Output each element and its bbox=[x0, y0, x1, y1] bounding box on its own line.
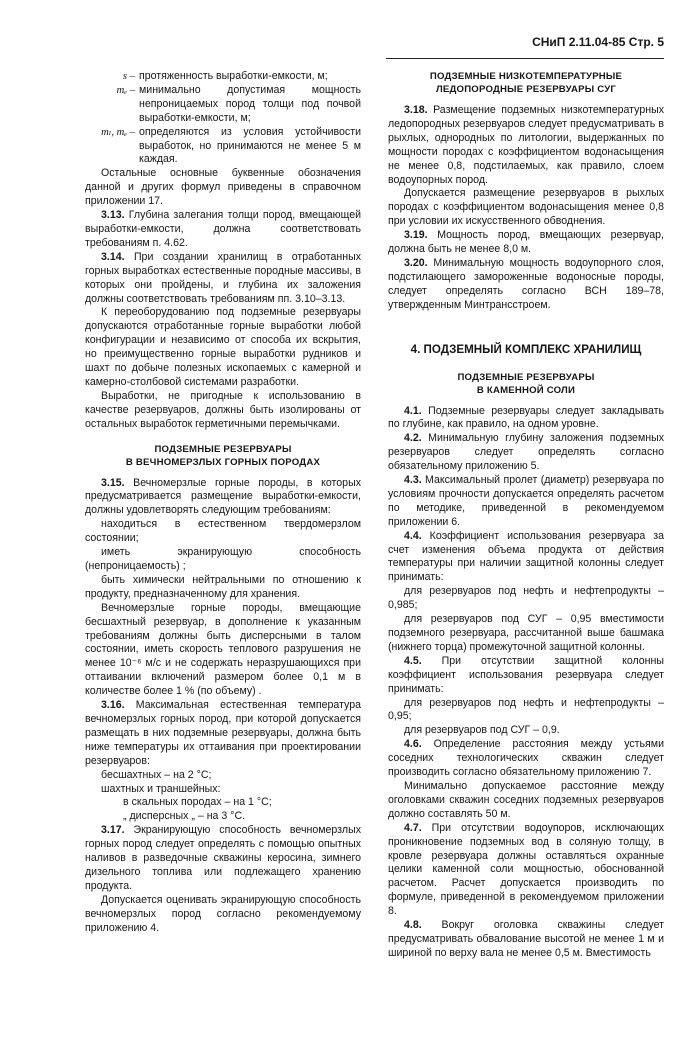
clause-number: 4.1. bbox=[404, 404, 422, 417]
clause-text: Минимальную мощность водоупорного слоя, подстилающего замороженные водоносные породы, следует определять согласно ВСН 189–78, утвержденным Минтрансстроем. bbox=[388, 256, 664, 311]
paragraph-3-19 bbox=[388, 229, 664, 257]
definition-symbol: mₑ – bbox=[116, 84, 135, 96]
paragraph-reequipment: К переоборудованию под подземные резервуары допускаются отработанные горные выработки любой конфигурации и независимо от способа их вскрытия, но преимущественно горные выработки рудников и шахт по добыче полезных ископаемых с камерной и камерно-столбовой системами разработки. bbox=[85, 306, 361, 388]
heading-line: ПОДЗЕМНЫЕ НИЗКОТЕМПЕРАТУРНЫЕ bbox=[429, 71, 623, 82]
paragraph-unsuitable-workings: Выработки, не пригодные к использованию в качестве резервуаров, должны быть изолированы от остальных выработок герметичными перемычками. bbox=[85, 389, 361, 430]
paragraph-3-17 bbox=[85, 824, 361, 894]
clause-number: 3.18. bbox=[404, 104, 428, 116]
paragraph-3-20 bbox=[388, 257, 664, 313]
clause-text: Коэффициент использования резервуара за счет изменения объема продукта от действия температуры при наличии защитной колонны следует принимать: bbox=[388, 529, 664, 584]
list-item: быть химически нейтральными по отношению к продукту, предназначенному для хранения. bbox=[85, 573, 361, 600]
definition-text: определяются из условия устойчивости выработок, но принимаются не менее 5 м каждая. bbox=[139, 125, 361, 166]
paragraph-permafrost-requirements: Вечномерзлые горные породы, вмещающие бесшахтный резервуар, в дополнение к указанным требованиям должны быть дисперсными в талом состоянии, иметь скорость теплового разрушения не менее 10⁻⁶ м/с и не содержать неразрушающихся при оттаивании включений размером более 0,1 м в количестве более 1 % (по объему) . bbox=[85, 601, 361, 698]
definition-text: минимально допустимая мощность непроницаемых пород толщи под почвой выработки-емкости, м; bbox=[139, 83, 361, 124]
heading-line: В КАМЕННОЙ СОЛИ bbox=[476, 384, 576, 396]
paragraph-min-distance: Минимально допускаемое расстояние между оголовками скважин соседних подземных резервуаров должно составлять 50 м. bbox=[388, 779, 664, 820]
clause-text: Размещение подземных низкотемпературных ледопородных резервуаров следует предусматривать в рыхлых, однородных по литологии, выдержанных по мощности породах с коэффициентом водонасыщения не менее 0,8, подстилаемых, как правило, слоем водоупорных пород. bbox=[388, 104, 664, 186]
definition-symbol: mₗ, mₑ – bbox=[101, 126, 135, 138]
heading-line: ПОДЗЕМНЫЕ РЕЗЕРВУАРЫ bbox=[457, 371, 595, 383]
clause-text: Максимальный пролет (диаметр) резервуара по условиям прочности допускается определять расчетом по методике, приведенной в рекомендуемом приложении 6. bbox=[388, 474, 664, 528]
clause-text: Вокруг оголовка скважины следует предусматривать обвалование высотой не менее 1 м и шириной по верху вала не менее 0,5 м. Вместимость bbox=[388, 919, 664, 959]
section-4-heading: 4. ПОДЗЕМНЫЙ КОМПЛЕКС ХРАНИЛИЩ bbox=[410, 342, 642, 356]
clause-text: При отсутствии защитной колонны коэффициент использования резервуара следует принимать: bbox=[388, 654, 664, 695]
heading-line: ПОДЗЕМНЫЕ РЕЗЕРВУАРЫ bbox=[154, 443, 292, 455]
list-item: находиться в естественном твердомерзлом состоянии; bbox=[85, 518, 361, 545]
clause-text: Глубина залегания толщи пород, вмещающей выработки-емкости, должна соответствовать требованиям п. 4.62. bbox=[85, 209, 361, 249]
definition-item bbox=[85, 70, 361, 84]
clause-number: 3.16. bbox=[101, 699, 125, 712]
list-item: в скальных породах – на 1 °С; bbox=[123, 796, 272, 809]
clause-number: 3.20. bbox=[404, 256, 428, 269]
clause-number: 4.2. bbox=[404, 432, 422, 445]
page-header: СНиП 2.11.04-85 Стр. 5 bbox=[532, 35, 664, 49]
clause-text: При создании хранилищ в отработанных горных выработках естественные породные массивы, в которых они пройдены, и глубина их заложения должны соответствовать требованиям пп. 3.10–3.13. bbox=[85, 250, 361, 305]
clause-text: При отсутствии водоупоров, исключающих проникновение подземных вод в соляную толщу, в кровле резервуара должны оставляться охранные целики каменной соли мощностью, обоснованной расчетом. Расчет допускается производить по формуле, приведенной в рекомендуемом приложении 8. bbox=[388, 821, 664, 918]
list-item: „ дисперсных „ – на 3 °С. bbox=[123, 810, 246, 823]
clause-number: 3.14. bbox=[101, 250, 125, 263]
clause-text: Максимальная естественная температура вечномерзлых горных пород, при которой допускается размещать в них подземные резервуары, должна быть ниже температуры их оттаивания при проектировании резервуаров: bbox=[85, 699, 361, 767]
paragraph-4-5 bbox=[388, 655, 664, 697]
paragraph-3-18 bbox=[388, 104, 664, 187]
clause-text: Подземные резервуары следует закладывать по глубине, как правило, на одном уровне. bbox=[388, 404, 664, 431]
paragraph-4-1 bbox=[388, 405, 664, 433]
clause-text: Экранирующую способность вечномерзлых горных пород следует определять с помощью опытных наливов в разведочные скважины керосина, зимнего дизельного топлива или подлежащего хранению продукта. bbox=[85, 824, 361, 892]
list-item: иметь экранирующую способность (непроницаемость) ; bbox=[85, 546, 361, 572]
paragraph-3-13 bbox=[85, 209, 361, 251]
right-column bbox=[388, 70, 664, 961]
definition-item bbox=[85, 84, 361, 126]
clause-number: 4.8. bbox=[404, 919, 422, 932]
paragraph-3-16 bbox=[85, 699, 361, 769]
list-item: для резервуаров под СУГ – 0,9. bbox=[404, 724, 560, 737]
paragraph-3-14 bbox=[85, 251, 361, 307]
paragraph-4-7 bbox=[388, 822, 664, 919]
paragraph-other-notation: Остальные основные буквенные обозначения данной и других формул приведены в справочном приложении 17. bbox=[85, 167, 361, 208]
heading-rock-salt bbox=[388, 371, 664, 397]
list-item: для резервуаров под нефть и нефтепродукты – 0,95; bbox=[388, 696, 664, 723]
clause-text: Определение расстояния между устьями соседних технологических скважин следует производить согласно обязательному приложению 7. bbox=[388, 738, 664, 779]
definition-item bbox=[85, 126, 361, 168]
clause-text: Вечномерзлые горные породы, в которых предусматривается размещение выработки-емкости, должны удовлетворять следующим требованиям: bbox=[85, 476, 361, 517]
paragraph-4-8 bbox=[388, 919, 664, 961]
formula-definitions bbox=[85, 70, 361, 167]
clause-number: 4.5. bbox=[404, 654, 422, 667]
paragraph-shielding-evaluation: Допускается оценивать экранирующую способность вечномерзлых пород согласно рекомендуемому приложению 4. bbox=[85, 893, 361, 934]
clause-number: 3.15. bbox=[101, 476, 125, 489]
clause-number: 3.19. bbox=[404, 229, 428, 242]
heading-permafrost bbox=[85, 443, 361, 469]
heading-low-temperature bbox=[388, 70, 664, 96]
clause-number: 3.17. bbox=[101, 824, 125, 837]
list-item: бесшахтных – на 2 °С; bbox=[101, 768, 212, 781]
paragraph-4-3 bbox=[388, 474, 664, 530]
paragraph-3-15 bbox=[85, 477, 361, 519]
clause-number: 4.4. bbox=[404, 529, 422, 542]
heading-line: В ВЕЧНОМЕРЗЛЫХ ГОРНЫХ ПОРОДАХ bbox=[125, 456, 321, 468]
clause-number: 4.3. bbox=[404, 474, 422, 487]
paragraph-4-2 bbox=[388, 432, 664, 474]
clause-text: Мощность пород, вмещающих резервуар, должна быть не менее 8,0 м. bbox=[388, 229, 664, 256]
paragraph-artificial-watering: Допускается размещение резервуаров в рыхлых породах с коэффициентом водонасыщения менее 0,8 при условии их искусственного обводнения. bbox=[388, 187, 664, 228]
header-rule bbox=[386, 58, 664, 59]
list-item: для резервуаров под нефть и нефтепродукты – 0,985; bbox=[388, 585, 664, 612]
clause-number: 4.7. bbox=[404, 821, 422, 834]
left-column bbox=[85, 70, 361, 935]
list-item: шахтных и траншейных: bbox=[101, 782, 221, 795]
list-item: для резервуаров под СУГ – 0,95 вместимости подземного резервуара, рассчитанной выше башмака (нижнего торца) промежуточной защитной колонны. bbox=[388, 613, 664, 653]
clause-number: 3.13. bbox=[101, 209, 125, 222]
paragraph-4-6 bbox=[388, 738, 664, 780]
definition-text: протяженность выработки-емкости, м; bbox=[139, 70, 328, 82]
clause-number: 4.6. bbox=[404, 738, 422, 751]
clause-text: Минимальную глубину заложения подземных резервуаров следует определять согласно обязательному приложению 5. bbox=[388, 432, 664, 473]
definition-symbol: s – bbox=[122, 71, 135, 82]
heading-line: ЛЕДОПОРОДНЫЕ РЕЗЕРВУАРЫ СУГ bbox=[435, 84, 617, 95]
paragraph-4-4 bbox=[388, 530, 664, 586]
